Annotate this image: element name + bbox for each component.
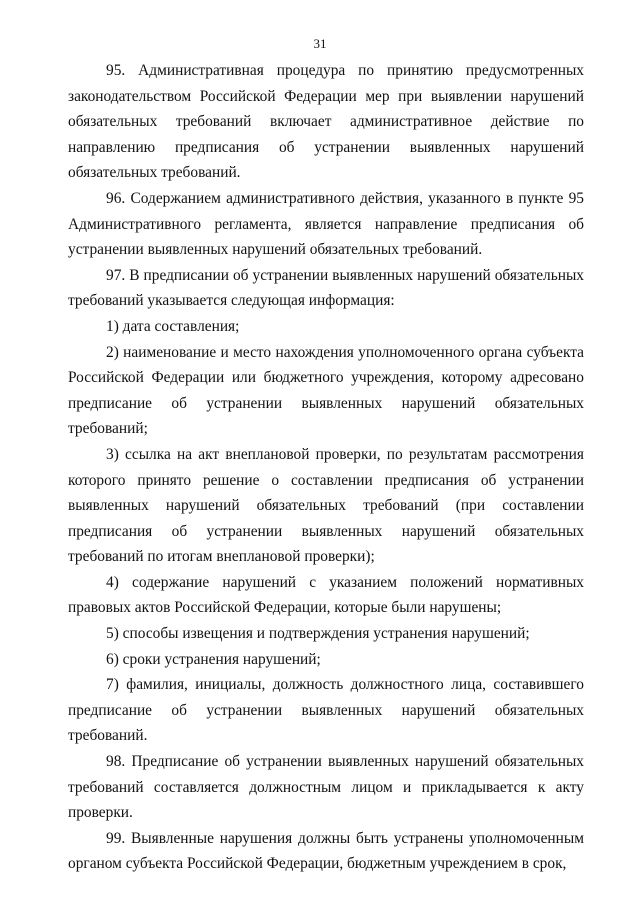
list-item-6: 6) сроки устранения нарушений; (106, 650, 321, 668)
page-number: 31 (313, 36, 327, 51)
paragraph-98: 98. Предписание об устранении выявленных нарушений обязательных требований составляется должностным лицом и прикладывается к акту проверки. (68, 753, 584, 822)
list-item-3: 3) ссылка на акт внеплановой проверки, по результатам рассмотрения которого принято решение о составлении предписания об устранении выявленных нарушений обязательных требований (при составлении предписания об устранении выявленных нарушений обязательных требований по итогам внеплановой проверки); (68, 445, 584, 566)
document-body (68, 58, 584, 877)
paragraph-97: 97. В предписании об устранении выявленных нарушений обязательных требований указывается следующая информация: (68, 266, 584, 310)
paragraph-95: 95. Административная процедура по принятию предусмотренных законодательством Российской Федерации мер при выявлении нарушений обязательных требований включает административное действие по направлению предписания об устранении выявленных нарушений обязательных требований. (68, 62, 584, 182)
paragraph-96: 96. Содержанием административного действия, указанного в пункте 95 Административного регламента, является направление предписания об устранении выявленных нарушений обязательных требований. (68, 189, 584, 259)
list-item-1: 1) дата составления; (106, 317, 240, 335)
paragraph-99: 99. Выявленные нарушения должны быть устранены уполномоченным органом субъекта Российской Федерации, бюджетным учреждением в срок, (68, 829, 584, 873)
list-item-2: 2) наименование и место нахождения уполномоченного органа субъекта Российской Федерации или бюджетного учреждения, которому адресовано предписание об устранении выявленных нарушений обязательных требований; (68, 343, 584, 438)
list-item-5: 5) способы извещения и подтверждения устранения нарушений; (106, 625, 530, 643)
list-item-4: 4) содержание нарушений с указанием положений нормативных правовых актов Российской Федерации, которые были нарушены; (68, 573, 584, 617)
list-item-7: 7) фамилия, инициалы, должность должностного лица, составившего предписание об устранении выявленных нарушений обязательных требований. (68, 676, 584, 745)
